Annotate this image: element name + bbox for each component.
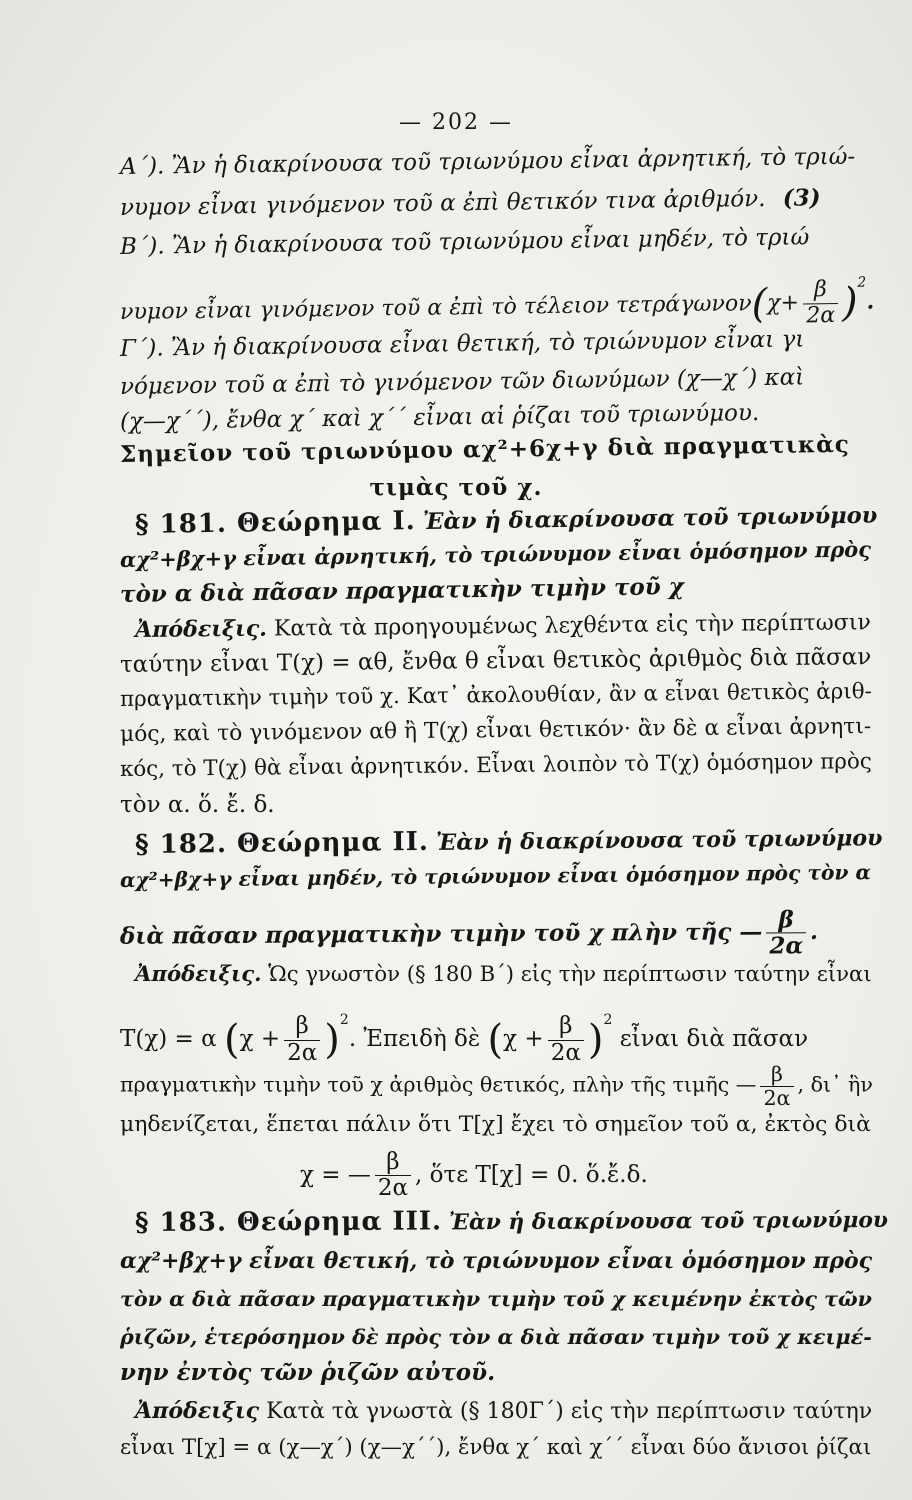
- square-plus: χ+: [767, 290, 800, 316]
- proof-182-text5a: χ = —: [300, 1161, 371, 1188]
- theorem-182-title: [134, 822, 883, 861]
- fraction-num-4: β: [559, 1013, 573, 1040]
- theorem-182-line3-text: διὰ πᾶσαν πραγματικὴν τιμὴν τοῦ χ πλὴν τῆς —: [119, 918, 763, 950]
- proof-182-text2a: Τ(χ) = α: [120, 1026, 217, 1052]
- paren-open-3: (: [487, 1017, 504, 1063]
- theorem-181-line2: αχ²+βχ+γ εἶναι ἀρνητική, τὸ τριώνυμον εἶναι ὁμόσημον πρὸς: [119, 536, 872, 572]
- proof-181-label: Ἀπόδειξις.: [134, 615, 268, 643]
- proof-182-text3: πραγματικὴν τιμὴν τοῦ χ ἀριθμὸς θετικός, πλὴν τῆς τιμῆς —: [120, 1072, 757, 1097]
- proof-182-line5: [300, 1150, 800, 1202]
- fraction-den-4: 2α: [548, 1040, 584, 1066]
- square-exponent: 2: [857, 274, 867, 291]
- exp-2: 2: [339, 1012, 349, 1028]
- fraction-beta-2a-5: [760, 1063, 793, 1109]
- fraction-num-6: β: [386, 1149, 400, 1175]
- equation-tag-3: (3): [782, 184, 821, 212]
- theorem-183-line5: νην ἐντὸς τῶν ῥιζῶν αὐτοῦ.: [120, 1359, 496, 1386]
- page-number: — 202 —: [399, 110, 513, 135]
- text-line-a1: Α΄). Ἂν ἡ διακρίνουσα τοῦ τριωνύμου εἶναι ἀρνητική, τὸ τριώ-: [119, 143, 856, 180]
- proof-182-text1: Ὡς γνωστὸν (§ 180 Β΄) εἰς τὴν περίπτωσιν ταύτην εἶναι: [268, 962, 872, 987]
- theorem-183-number: § 183. Θεώρημα III.: [134, 1206, 443, 1238]
- theorem-182-statement-start: Ἐὰν ἡ διακρίνουσα τοῦ τριωνύμου: [435, 825, 883, 856]
- theorem-183-title: [134, 1204, 889, 1240]
- proof-182-text2b: . Ἐπειδὴ δὲ: [348, 1026, 481, 1052]
- fraction-num-2: β: [778, 906, 794, 934]
- paren-close-3: ): [587, 1017, 604, 1063]
- proof-182-line3: [120, 1062, 873, 1110]
- theorem-181-statement-start: Ἐὰν ἡ διακρίνουσα τοῦ τριωνύμου: [422, 502, 878, 535]
- fraction-den-3: 2α: [284, 1040, 320, 1066]
- text-line-b2-text: νυμον εἶναι γινόμενον τοῦ α ἐπὶ τὸ τέλειον τετράγωνον: [119, 291, 752, 325]
- fraction-den-2: 2α: [766, 933, 806, 960]
- proof-182-line1: [135, 960, 872, 990]
- chi-plus-2: χ +: [239, 1026, 281, 1052]
- proof-182-label: Ἀπόδειξις.: [135, 962, 262, 987]
- theorem-182-line3: διὰ πᾶσαν πραγματικὴν τιμὴν τοῦ χ πλὴν τῆς — $\frac{\beta}{2\alpha}$ .: [119, 906, 819, 960]
- fraction-beta-2a-6: [375, 1150, 411, 1202]
- proof-182-text2c: εἶναι διὰ πᾶσαν: [619, 1026, 809, 1052]
- fraction-beta-2a-2: [766, 907, 806, 959]
- text-line-b1: Β΄). Ἂν ἡ διακρίνουσα τοῦ τριωνύμου εἶναι μηδέν, τὸ τριώ: [119, 224, 810, 260]
- fraction-num-3: β: [295, 1013, 309, 1040]
- text-line-a2: [120, 183, 850, 223]
- proof-182-line4: μηδενίζεται, ἕπεται πάλιν ὅτι Τ[χ] ἔχει τὸ σημεῖον τοῦ α, ἐκτὸς διὰ: [120, 1112, 871, 1137]
- fraction-beta-2a-3: [284, 1014, 320, 1066]
- theorem-183-line2: αχ²+βχ+γ εἶναι θετική, τὸ τριώνυμον εἶναι ὁμόσημον πρὸς: [120, 1248, 873, 1274]
- chi-plus-3: χ +: [503, 1026, 544, 1052]
- theorem-181-title: [134, 500, 878, 541]
- exp-3: 2: [603, 1012, 613, 1028]
- fraction-den: 2α: [803, 302, 838, 328]
- proof-181-text1: Κατὰ τὰ προηγουμένως λεχθέντα εἰς τὴν περίπτωσιν: [273, 609, 872, 642]
- section-heading-line2: τιμὰς τοῦ χ.: [369, 474, 543, 501]
- paren-close: ): [841, 279, 858, 326]
- section-heading-line1: Σημεῖον τοῦ τριωνύμου αχ²+6χ+γ διὰ πραγματικὰς: [119, 430, 851, 468]
- proof-183-label: Ἀπόδειξις: [135, 1398, 260, 1424]
- fraction-beta-2a: [803, 278, 839, 328]
- proof-182-line2: [120, 1005, 850, 1066]
- proof-181-line1: [134, 607, 872, 645]
- theorem-182-number: § 182. Θεώρημα II.: [134, 826, 430, 860]
- proof-182-text3b: , δι᾽ ἣν: [797, 1072, 873, 1097]
- proof-181-line2: ταύτην εἶναι Τ(χ) = αθ, ἔνθα θ εἶναι θετικὸς ἀριθμὸς διὰ πᾶσαν: [119, 644, 872, 678]
- theorem-183-line3: τὸν α διὰ πᾶσαν πραγματικὴν τιμὴν τοῦ χ κειμένην ἐκτὸς τῶν: [120, 1287, 872, 1311]
- paren-open-2: (: [223, 1017, 240, 1063]
- theorem-181-line3: τὸν α διὰ πᾶσαν πραγματικὴν τιμὴν τοῦ χ: [119, 573, 685, 608]
- theorem-182-line2: αχ²+βχ+γ εἶναι μηδέν, τὸ τριώνυμον εἶναι ὁμόσημον πρὸς τὸν α: [119, 860, 872, 892]
- proof-182-text5b: , ὅτε Τ[χ] = 0. ὅ.ἔ.δ.: [415, 1161, 648, 1188]
- proof-183-line1: [135, 1396, 873, 1426]
- proof-181-line3: πραγματικὴν τιμὴν τοῦ χ. Κατ᾽ ἀκολουθίαν, ἂν α εἶναι θετικὸς ἀριθ-: [119, 679, 872, 712]
- theorem-181-number: § 181. Θεώρημα I.: [134, 506, 416, 540]
- theorem-183-statement-start: Ἐὰν ἡ διακρίνουσα τοῦ τριωνύμου: [448, 1208, 889, 1236]
- text-line-g3: (χ—χ΄΄), ἔνθα χ΄ καὶ χ΄΄ εἶναι αἱ ῥίζαι τοῦ τριωνύμου.: [119, 400, 760, 435]
- proof-181-line6: τὸν α. ὅ. ἔ. δ.: [120, 792, 275, 818]
- text-line-g1: Γ΄). Ἂν ἡ διακρίνουσα εἶναι θετική, τὸ τριώνυμον εἶναι γι: [119, 326, 805, 362]
- fraction-num-5: β: [771, 1062, 783, 1086]
- text-line-b2: νυμον εἶναι γινόμενον τοῦ α ἐπὶ τὸ τέλειον τετράγωνον(χ+ $\frac{\beta}{2\alpha}$ )$^2$.: [119, 274, 875, 328]
- proof-181-line4: μός, καὶ τὸ γινόμενον αθ ἢ Τ(χ) εἶναι θετικόν· ἂν δὲ α εἶναι ἀρνητι-: [119, 714, 872, 747]
- paren-open: (: [751, 280, 768, 328]
- fraction-den-6: 2α: [375, 1175, 411, 1201]
- fraction-beta-2a-4: [548, 1014, 584, 1066]
- fraction-den-5: 2α: [760, 1086, 793, 1110]
- paren-close-2: ): [324, 1017, 340, 1063]
- text-line-g2: νόμενον τοῦ α ἐπὶ τὸ γινόμενον τῶν διωνύμων (χ—χ΄) καὶ: [119, 364, 805, 400]
- theorem-183-line4: ῥιζῶν, ἑτερόσημον δὲ πρὸς τὸν α διὰ πᾶσαν τιμὴν τοῦ χ κειμέ-: [120, 1325, 872, 1349]
- fraction-num: β: [813, 277, 827, 303]
- proof-183-line2: εἶναι Τ[χ] = α (χ—χ΄) (χ—χ΄΄), ἔνθα χ΄ καὶ χ΄΄ εἶναι δύο ἄνισοι ῥίζαι: [120, 1435, 872, 1460]
- proof-183-text1: Κατὰ τὰ γνωστὰ (§ 180Γ΄) εἰς τὴν περίπτωσιν ταύτην: [266, 1398, 873, 1424]
- proof-181-line5: κός, τὸ Τ(χ) θὰ εἶναι ἀρνητικόν. Εἶναι λοιπὸν τὸ Τ(χ) ὁμόσημον πρὸς: [119, 749, 872, 782]
- text-line-a2-text: νυμον εἶναι γινόμενον τοῦ α ἐπὶ θετικόν τινα ἀριθμόν.: [119, 185, 766, 221]
